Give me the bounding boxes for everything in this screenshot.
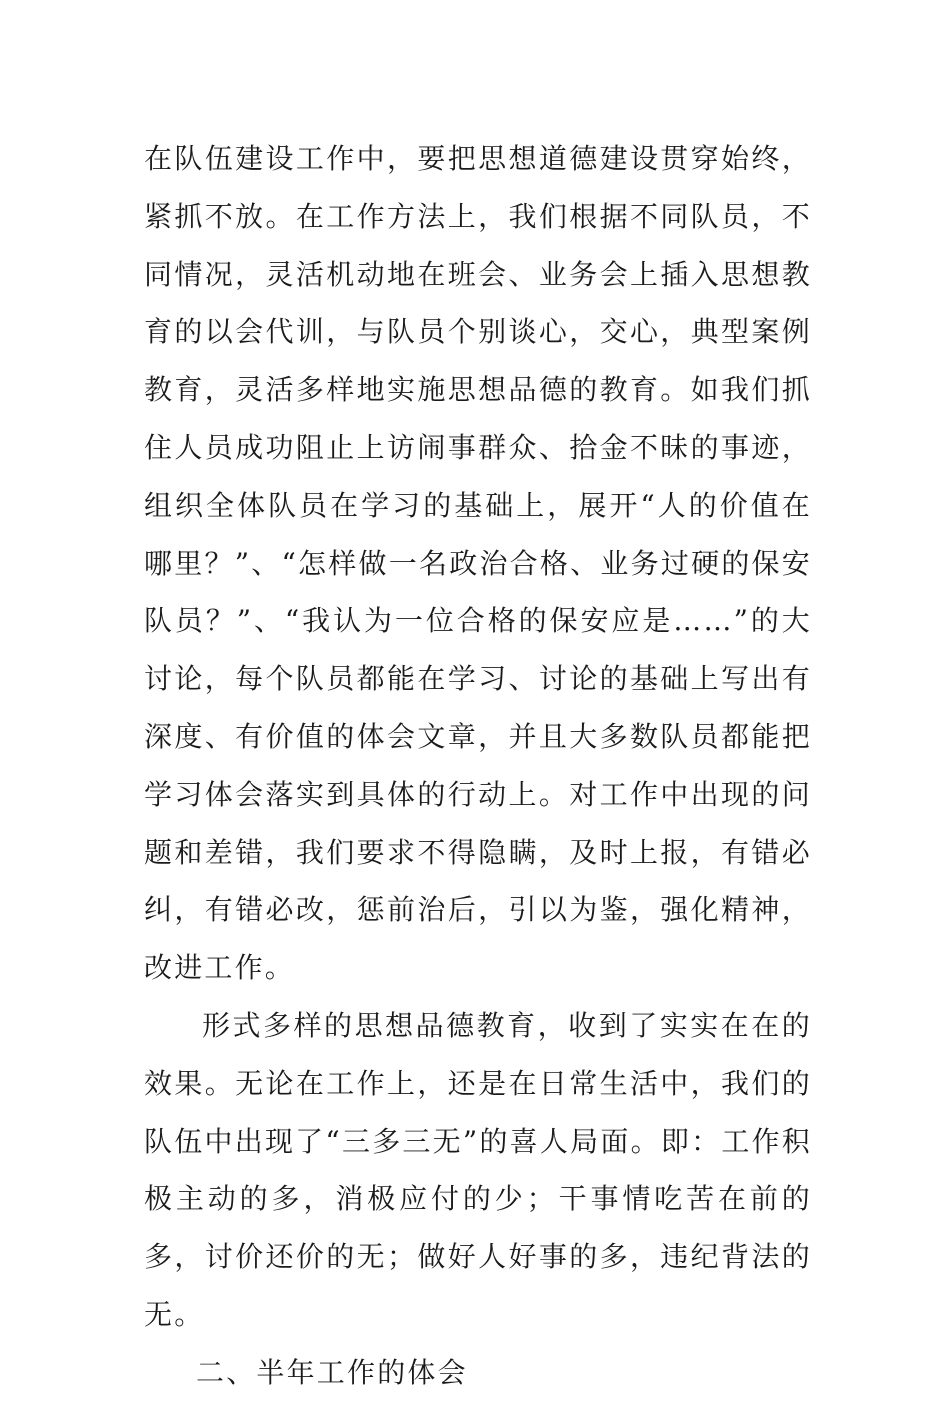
paragraph-team-building: 在队伍建设工作中，要把思想道德建设贯穿始终，紧抓不放。在工作方法上，我们根据不同队员，不同情况，灵活机动地在班会、业务会上插入思想教育的以会代训，与队员个别谈心，交心，典型案例教育，灵活多样地实施思想品德的教育。如我们抓住人员成功阻止上访闹事群众、拾金不昧的事迹，组织全体队员在学习的基础上，展开“人的价值在哪里？”、“怎样做一名政治合格、业务过硬的保安队员？”、“我认为一位合格的保安应是……”的大讨论，每个队员都能在学习、讨论的基础上写出有深度、有价值的体会文章，并且大多数队员都能把学习体会落实到具体的行动上。对工作中出现的问题和差错，我们要求不得隐瞒，及时上报，有错必纠，有错必改，惩前治后，引以为鉴，强化精神，改进工作。 (144, 142, 812, 985)
document-body (144, 130, 812, 1402)
paragraph-education-results: 形式多样的思想品德教育，收到了实实在在的效果。无论在工作上，还是在日常生活中，我们的队伍中出现了“三多三无”的喜人局面。即：工作积极主动的多，消极应付的少；干事情吃苦在前的多，讨价还价的无；做好人好事的多，违纪背法的无。 (144, 1008, 812, 1331)
section-heading: 二、半年工作的体会 (196, 1355, 468, 1389)
